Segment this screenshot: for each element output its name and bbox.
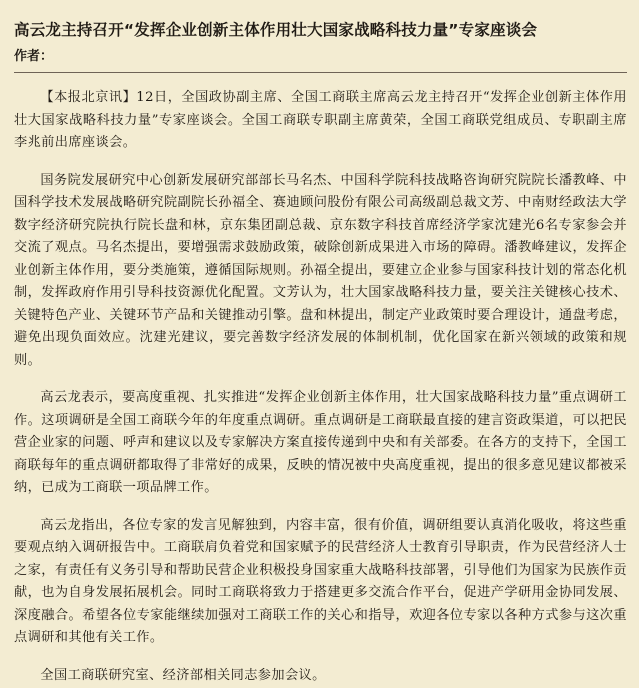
article-title: 高云龙主持召开“发挥企业创新主体作用壮大国家战略科技力量”专家座谈会 [14, 21, 538, 39]
title-divider [14, 72, 627, 73]
paragraph-attendees: 全国工商联研究室、经济部相关同志参加会议。 [40, 667, 326, 683]
paragraph-conclusion: 高云龙指出，各位专家的发言见解独到，内容丰富，很有价值，调研组要认真消化吸收，将这些重要观点纳入调研报告中。工商联肩负着党和国家赋予的民营经济人士教育引导职责，作为民营经济人士之家，有责任有义务引导和帮助民营企业积极投身国家重大战略科技部署，引导他们为国家为民族作贡献，也为自身发展拓展机会。同时工商联将致力于搭建更多交流合作平台，促进产学研用金协同发展、深度融合。希望各位专家能继续加强对工商联工作的关心和指导，欢迎各位专家以各种方式参与这次重点调研和其他有关工作。 [14, 517, 627, 645]
paragraph-remarks: 高云龙表示，要高度重视、扎实推进“发挥企业创新主体作用，壮大国家战略科技力量”重点调研工作。这项调研是全国工商联今年的年度重点调研。重点调研是工商联最直接的建言资政渠道，可以把民营企业家的问题、呼声和建议以及专家解决方案直接传递到中央和有关部委。在各方的支持下，全国工商联每年的重点调研都取得了非常好的成果，反映的情况被中央高度重视，提出的很多意见建议都被采纳，已成为工商联一项品牌工作。 [14, 390, 627, 495]
author-label: 作者： [14, 49, 54, 64]
paragraph-experts: 国务院发展研究中心创新发展研究部部长马名杰、中国科学院科技战略咨询研究院院长潘教峰、中国科学技术发展战略研究院副院长孙福全、赛迪顾问股份有限公司高级副总裁文芳、中南财经政法大学数字经济研究院执行院长盘和林，京东集团副总裁、京东数字科技首席经济学家沈建光6名专家参会并交流了观点。马名杰提出，要增强需求鼓励政策，破除创新成果进入市场的障碍。潘教峰建议，发挥企业创新主体作用，要分类施策，遵循国际规则。孙福全提出，要建立企业参与国家科技计划的常态化机制，发挥政府作用引导科技资源优化配置。文芳认为，壮大国家战略科技力量，要关注关键核心技术、关键特色产业、关键环节产品和关键推动引擎。盘和林提出，制定产业政策时要合理设计，通盘考虑，避免出现负面效应。沈建光建议，要完善数字经济发展的体制机制，优化国家在新兴领域的政策和规则。 [14, 172, 627, 368]
paragraph-lead: 【本报北京讯】12日，全国政协副主席、全国工商联主席高云龙主持召开“发挥企业创新主体作用壮大国家战略科技力量”专家座谈会。全国工商联专职副主席黄荣，全国工商联党组成员、专职副主席李兆前出席座谈会。 [14, 90, 627, 150]
article-body [14, 87, 627, 687]
